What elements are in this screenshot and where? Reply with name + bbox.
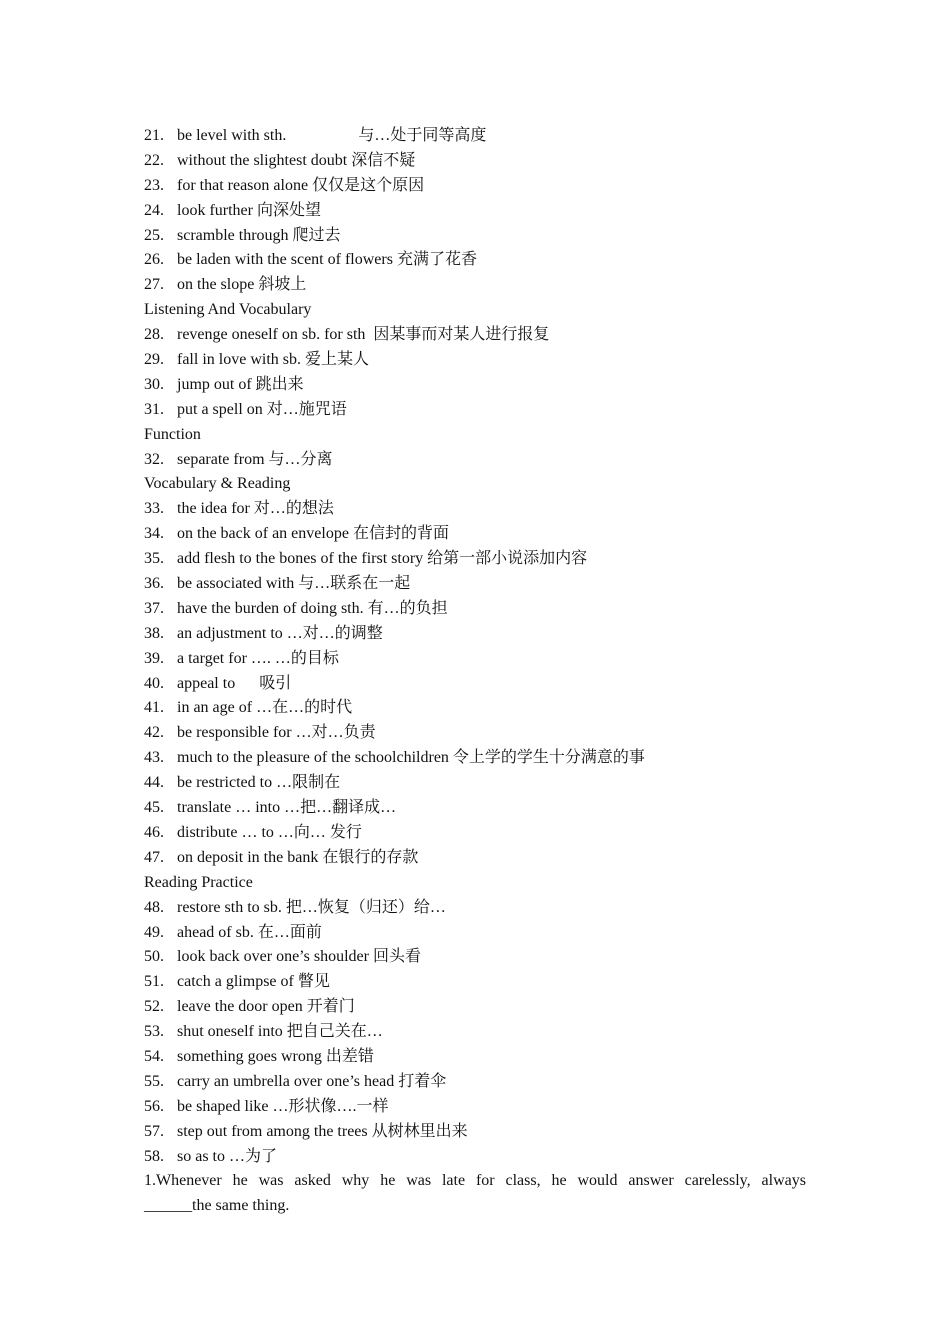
list-item: 51. catch a glimpse of 瞥见	[144, 973, 330, 991]
question-line	[144, 1169, 806, 1194]
list-item: 54. something goes wrong 出差错	[144, 1047, 374, 1065]
question-word: always	[761, 1172, 806, 1190]
question-word: would	[577, 1172, 618, 1190]
question-word: late	[441, 1172, 466, 1190]
list-item: 46. distribute … to …向… 发行	[144, 823, 362, 841]
question-word: he	[380, 1172, 396, 1190]
section-heading-reading-practice: Reading Practice	[144, 873, 253, 891]
list-item: 55. carry an umbrella over one’s head 打着伞	[144, 1072, 447, 1090]
list-item: 58. so as to …为了	[144, 1147, 278, 1165]
list-item: 45. translate … into …把…翻译成…	[144, 799, 397, 817]
list-item: 21. be level with sth. 与…处于同等高度	[144, 127, 487, 144]
list-item: 27. on the slope 斜坡上	[144, 276, 307, 294]
section-heading-function: Function	[144, 425, 201, 443]
question-word: he	[551, 1172, 567, 1190]
question-word: carelessly,	[684, 1172, 751, 1190]
list-item: 34. on the back of an envelope 在信封的背面	[144, 525, 449, 543]
list-item: 23. for that reason alone 仅仅是这个原因	[144, 176, 425, 194]
section-heading-vocabulary-reading: Vocabulary & Reading	[144, 475, 291, 493]
list-item: 53. shut oneself into 把自己关在…	[144, 1023, 383, 1041]
list-item: 39. a target for …. …的目标	[144, 649, 339, 667]
section-heading-listening: Listening And Vocabulary	[144, 301, 312, 319]
list-item: 26. be laden with the scent of flowers 充满了花香	[144, 251, 477, 269]
list-item: 47. on deposit in the bank 在银行的存款	[144, 848, 419, 866]
list-item: 52. leave the door open 开着门	[144, 998, 355, 1016]
question-word: he	[232, 1172, 248, 1190]
list-item: 30. jump out of 跳出来	[144, 375, 304, 393]
question-word: was	[406, 1172, 432, 1190]
list-item: 35. add flesh to the bones of the first story 给第一部小说添加内容	[144, 550, 588, 568]
question-word: was	[258, 1172, 284, 1190]
question-word: class,	[505, 1172, 541, 1190]
question-word: asked	[294, 1172, 331, 1190]
list-item: 28. revenge oneself on sb. for sth 因某事而对某人进行报复	[144, 326, 550, 344]
list-item: 22. without the slightest doubt 深信不疑	[144, 151, 416, 169]
list-item: 37. have the burden of doing sth. 有…的负担	[144, 599, 448, 617]
list-item: 56. be shaped like …形状像….一样	[144, 1097, 389, 1115]
list-item: 38. an adjustment to …对…的调整	[144, 624, 383, 642]
question-word: for	[475, 1172, 495, 1190]
list-item: 31. put a spell on 对…施咒语	[144, 400, 347, 418]
question-word: answer	[628, 1172, 674, 1190]
question-word: why	[341, 1172, 370, 1190]
list-item: 57. step out from among the trees 从树林里出来	[144, 1122, 468, 1140]
list-item: 48. restore sth to sb. 把…恢复（归还）给…	[144, 898, 446, 916]
list-item: 36. be associated with 与…联系在一起	[144, 575, 411, 593]
list-item: 49. ahead of sb. 在…面前	[144, 923, 322, 941]
list-item: 25. scramble through 爬过去	[144, 226, 341, 244]
document-page	[144, 124, 806, 1219]
list-item: 33. the idea for 对…的想法	[144, 500, 334, 518]
question-word: 1.Whenever	[144, 1172, 222, 1190]
list-item: 29. fall in love with sb. 爱上某人	[144, 351, 369, 369]
list-item: 40. appeal to 吸引	[144, 674, 292, 692]
list-item: 44. be restricted to …限制在	[144, 774, 341, 792]
question-blank-line: ______the same thing.	[144, 1197, 290, 1215]
list-item: 24. look further 向深处望	[144, 201, 321, 219]
list-item: 50. look back over one’s shoulder 回头看	[144, 948, 421, 966]
list-item: 42. be responsible for …对…负责	[144, 724, 376, 742]
list-item: 32. separate from 与…分离	[144, 450, 333, 468]
list-item: 41. in an age of …在…的时代	[144, 699, 353, 717]
list-item: 43. much to the pleasure of the schoolchildren 令上学的学生十分满意的事	[144, 749, 645, 767]
